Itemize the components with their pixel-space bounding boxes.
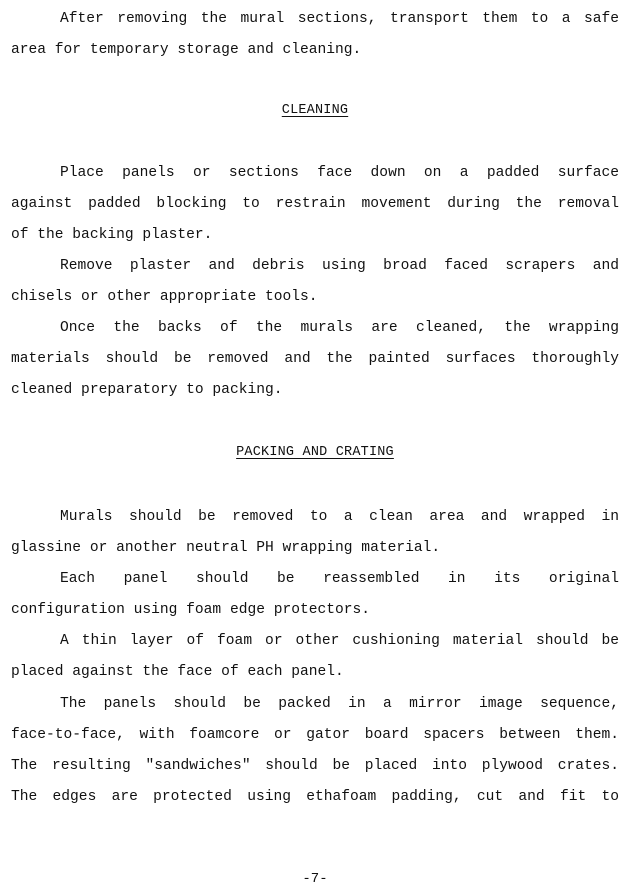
page-number: -7-: [302, 871, 328, 887]
section-heading-cleaning: CLEANING: [281, 103, 349, 118]
packing-line-3: Each panel should be reassembled in its original: [60, 571, 619, 587]
packing-line-8: face-to-face, with foamcore or gator board spacers between them.: [11, 727, 619, 743]
cleaning-line-8: cleaned preparatory to packing.: [11, 382, 283, 398]
cleaning-line-6: Once the backs of the murals are cleaned, the wrapping: [60, 320, 619, 336]
packing-line-6: placed against the face of each panel.: [11, 664, 344, 680]
packing-line-1: Murals should be removed to a clean area and wrapped in: [60, 509, 619, 525]
cleaning-line-4: Remove plaster and debris using broad faced scrapers and: [60, 258, 619, 274]
packing-line-2: glassine or another neutral PH wrapping material.: [11, 540, 441, 556]
cleaning-line-5: chisels or other appropriate tools.: [11, 289, 318, 305]
cleaning-line-3: of the backing plaster.: [11, 227, 213, 243]
cleaning-line-7: materials should be removed and the painted surfaces thoroughly: [11, 351, 619, 367]
packing-line-5: A thin layer of foam or other cushioning material should be: [60, 633, 619, 649]
section-heading-packing: PACKING AND CRATING: [236, 445, 394, 460]
packing-line-4: configuration using foam edge protectors.: [11, 602, 371, 618]
packing-line-9: The resulting "sandwiches" should be placed into plywood crates.: [11, 758, 619, 774]
intro-line-1: After removing the mural sections, transport them to a safe: [60, 11, 619, 27]
intro-line-2: area for temporary storage and cleaning.: [11, 42, 362, 58]
packing-line-10: The edges are protected using ethafoam padding, cut and fit to: [11, 789, 619, 805]
packing-line-7: The panels should be packed in a mirror image sequence,: [60, 696, 619, 712]
cleaning-line-2: against padded blocking to restrain movement during the removal: [11, 196, 619, 212]
cleaning-line-1: Place panels or sections face down on a padded surface: [60, 165, 619, 181]
